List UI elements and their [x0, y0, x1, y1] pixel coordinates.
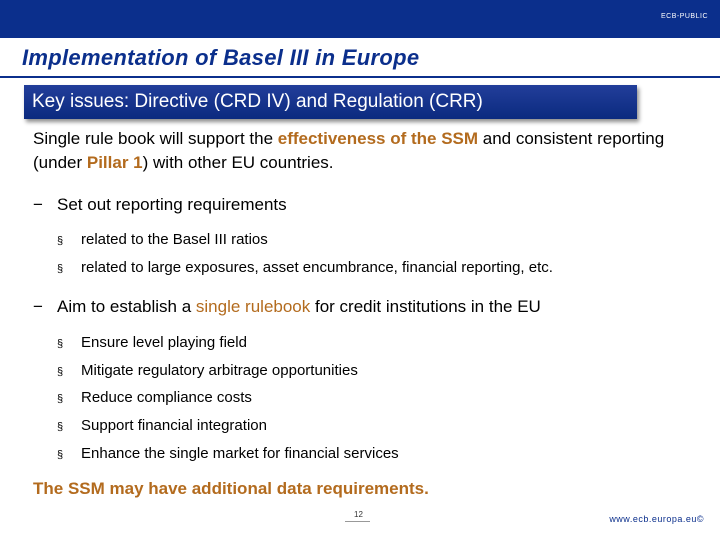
list-item-text: related to the Basel III ratios [81, 231, 268, 248]
dash-marker: − [33, 195, 43, 214]
list-item [57, 389, 252, 406]
section-rulebook [33, 297, 541, 317]
key-issues-banner [24, 85, 637, 119]
list-item-text: related to large exposures, asset encumbrance, financial reporting, etc. [81, 259, 553, 276]
bullet-marker: § [57, 338, 64, 350]
intro-paragraph [33, 127, 713, 175]
list-item [57, 417, 267, 434]
intro-text-1: Single rule book will support the [33, 129, 278, 148]
section-rulebook-label-2: for credit institutions in the EU [310, 297, 541, 316]
section-reporting [33, 195, 287, 215]
classification-label: ECB-PUBLIC [660, 13, 708, 20]
section-rulebook-highlight: single rulebook [195, 297, 311, 316]
bullet-marker: § [57, 235, 64, 247]
footer-url: www.ecb.europa.eu© [609, 514, 704, 524]
bullet-marker: § [57, 263, 64, 275]
intro-text-3: ) with other EU countries. [142, 153, 334, 172]
list-item [57, 231, 268, 248]
bullet-marker: § [57, 421, 64, 433]
title-divider [0, 76, 720, 78]
list-item [57, 259, 553, 276]
list-item [57, 445, 399, 462]
bullet-marker: § [57, 393, 64, 405]
dash-marker: − [33, 297, 43, 316]
list-item [57, 334, 247, 351]
bullet-marker: § [57, 366, 64, 378]
section-rulebook-label-1: Aim to establish a [57, 297, 196, 316]
header-bar [0, 0, 720, 38]
intro-highlight-pillar: Pillar 1 [86, 153, 143, 172]
list-item-text: Reduce compliance costs [81, 389, 252, 406]
slide-title: Implementation of Basel III in Europe [22, 45, 420, 70]
closing-statement: The SSM may have additional data requirements. [33, 479, 429, 498]
list-item-text: Mitigate regulatory arbitrage opportunities [81, 362, 358, 379]
list-item [57, 362, 358, 379]
page-number: 12 [354, 510, 363, 519]
intro-text-2: and consistent reporting (under [33, 129, 665, 172]
list-item-text: Ensure level playing field [81, 334, 247, 351]
key-issues-text: Key issues: Directive (CRD IV) and Regulation (CRR) [32, 91, 483, 112]
bullet-marker: § [57, 449, 64, 461]
list-item-text: Enhance the single market for financial services [81, 445, 399, 462]
section-reporting-label: Set out reporting requirements [57, 195, 287, 214]
list-item-text: Support financial integration [81, 417, 267, 434]
page-number-rule [345, 521, 370, 522]
intro-highlight-ssm: effectiveness of the SSM [277, 129, 479, 148]
